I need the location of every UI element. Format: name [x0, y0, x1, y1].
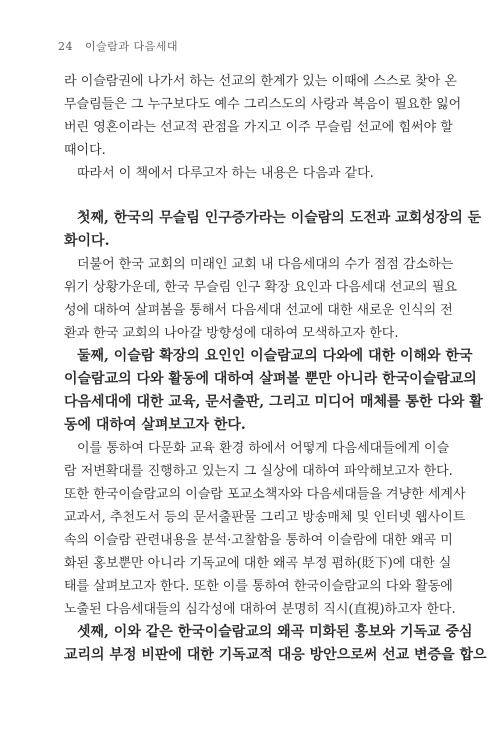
section-heading-second-cont: 다음세대에 대한 교육, 문서출판, 그리고 미디어 매체를 통한 다와 활: [64, 394, 483, 410]
text-line: 람 저변확대를 진행하고 있는지 그 실상에 대하여 파악해보고자 한다.: [64, 464, 453, 479]
section-heading-first-cont: 화이다.: [64, 233, 110, 249]
section-heading-third: 셋째, 이와 같은 한국이슬람교의 왜곡 미화된 홍보와 기독교 중심: [77, 624, 473, 640]
paragraph-block-2: [64, 207, 487, 667]
text-line: 성에 대하여 살펴봄을 통해서 다음세대 선교에 대한 새로운 인식의 전: [64, 303, 453, 318]
text-line: 버린 영혼이라는 선교적 관점을 가지고 이주 무슬림 선교에 힘써야 할: [64, 120, 453, 135]
text-line: 더불어 한국 교회의 미래인 교회 내 다음세대의 수가 점점 감소하는: [77, 257, 454, 272]
text-line: 속의 이슬람 관련내용을 분석·고찰함을 통하여 이슬람에 대한 왜곡 미: [64, 533, 453, 548]
section-heading-second-cont: 동에 대하여 살펴보고자 한다.: [64, 417, 246, 433]
section-heading-second: 둘째, 이슬람 확장의 요인인 이슬람교의 다와에 대한 이해와 한국: [77, 348, 473, 364]
text-line: 이를 통하여 다문화 교육 환경 하에서 어떻게 다음세대들에게 이슬: [77, 441, 450, 456]
text-line: 무슬림들은 그 누구보다도 예수 그리스도의 사랑과 복음이 필요한 잃어: [64, 97, 462, 112]
text-line: 태를 살펴보고자 한다. 또한 이를 통하여 한국이슬람교의 다와 활동에: [64, 579, 453, 594]
section-heading-first: 첫째, 한국의 무슬림 인구증가라는 이슬람의 도전과 교회성장의 둔: [77, 210, 482, 226]
section-heading-second-cont: 이슬람교의 다와 활동에 대하여 살펴볼 뿐만 아니라 한국이슬람교의: [64, 371, 477, 387]
text-line: 화된 홍보뿐만 아니라 기독교에 대한 왜곡 부정 폄하(貶下)에 대한 실: [64, 556, 452, 571]
text-line: 또한 한국이슬람교의 이슬람 포교소책자와 다음세대들을 겨냥한 세계사: [64, 487, 466, 502]
text-line: 라 이슬람권에 나가서 하는 선교의 한계가 있는 이때에 스스로 찾아 온: [64, 74, 457, 89]
page-number: 24: [58, 40, 73, 53]
section-heading-third-cont: 교리의 부정 비판에 대한 기독교적 대응 방안으로써 선교 변증을 합으: [64, 647, 487, 663]
paragraph-block-1: [64, 70, 462, 185]
text-line: 교과서, 추천도서 등의 문서출판물 그리고 방송매체 및 인터넷 웹사이트: [64, 510, 466, 525]
text-line: 환과 한국 교회의 나아갈 방향성에 대하여 모색하고자 한다.: [64, 326, 399, 341]
text-line: 위기 상황가운데, 한국 무슬림 인구 확장 요인과 다음세대 선교의 필요: [64, 280, 457, 295]
text-line: 따라서 이 책에서 다루고자 하는 내용은 다음과 같다.: [77, 166, 374, 181]
running-header: [58, 38, 178, 54]
running-title: 이슬람과 다음세대: [85, 40, 179, 53]
text-line: 때이다.: [64, 143, 106, 158]
text-line: 노출된 다음세대들의 심각성에 대하여 분명히 직시(直視)하고자 한다.: [64, 602, 456, 617]
